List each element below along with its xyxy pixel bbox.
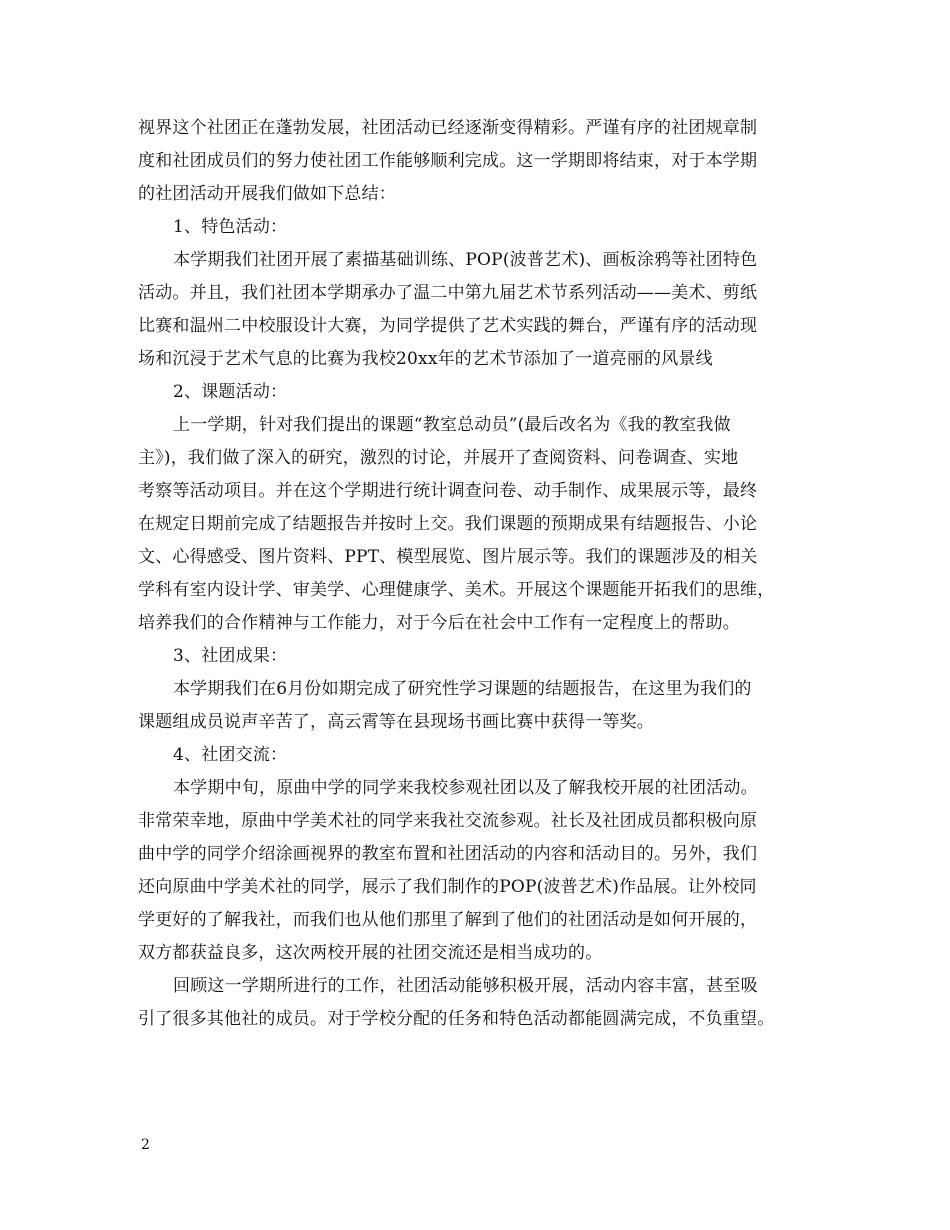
text-line: 双方都获益良多，这次两校开展的社团交流还是相当成功的。 [138, 943, 603, 963]
text-line: 比赛和温州二中校服设计大赛，为同学提供了艺术实践的舞台，严谨有序的活动现 [138, 316, 758, 336]
text-line: 引了很多其他社的成员。对于学校分配的任务和特色活动都能圆满完成，不负重望。 [138, 1009, 775, 1029]
text-line: 主》)，我们做了深入的研究，激烈的讨论，并展开了查阅资料、问卷调查、实地 [138, 448, 739, 468]
text-line: 本学期我们社团开展了素描基础训练、POP(波普艺术)、画板涂鸦等社团特色 [173, 250, 758, 270]
text-line: 曲中学的同学介绍涂画视界的教室布置和社团活动的内容和活动目的。另外，我们 [138, 844, 758, 864]
text-line: 的社团活动开展我们做如下总结： [138, 184, 396, 204]
text-line: 上一学期，针对我们提出的课题“教室总动员”(最后改名为《我的教室我做 [173, 415, 731, 435]
text-line: 考察等活动项目。并在这个学期进行统计调查问卷、动手制作、成果展示等，最终 [138, 481, 758, 501]
text-line: 培养我们的合作精神与工作能力，对于今后在社会中工作有一定程度上的帮助。 [138, 613, 740, 633]
text-line: 3、社团成果： [173, 646, 288, 666]
text-line: 本学期我们在6月份如期完成了研究性学习课题的结题报告，在这里为我们的 [173, 679, 752, 699]
text-line: 学科有室内设计学、审美学、心理健康学、美术。开展这个课题能开拓我们的思维， [138, 580, 775, 600]
text-line: 4、社团交流： [173, 745, 288, 765]
text-line: 度和社团成员们的努力使社团工作能够顺利完成。这一学期即将结束，对于本学期 [138, 151, 758, 171]
text-line: 回顾这一学期所进行的工作，社团活动能够积极开展，活动内容丰富，甚至吸 [173, 976, 758, 996]
text-line: 1、特色活动： [173, 217, 288, 237]
text-line: 还向原曲中学美术社的同学，展示了我们制作的POP(波普艺术)作品展。让外校同 [138, 877, 757, 897]
text-line: 非常荣幸地，原曲中学美术社的同学来我社交流参观。社长及社团成员都积极向原 [138, 811, 758, 831]
page-number: 2 [141, 1137, 150, 1153]
text-line: 活动。并且，我们社团本学期承办了温二中第九届艺术节系列活动——美术、剪纸 [138, 283, 758, 303]
text-line: 课题组成员说声辛苦了，高云霄等在县现场书画比赛中获得一等奖。 [138, 712, 654, 732]
text-line: 学更好的了解我社，而我们也从他们那里了解到了他们的社团活动是如何开展的， [138, 910, 758, 930]
text-line: 场和沉浸于艺术气息的比赛为我校20xx年的艺术节添加了一道亮丽的风景线 [138, 349, 713, 369]
text-line: 视界这个社团正在蓬勃发展，社团活动已经逐渐变得精彩。严谨有序的社团规章制 [138, 118, 758, 138]
text-line: 文、心得感受、图片资料、PPT、模型展览、图片展示等。我们的课题涉及的相关 [138, 547, 758, 567]
text-line: 本学期中旬，原曲中学的同学来我校参观社团以及了解我校开展的社团活动。 [173, 778, 758, 798]
text-line: 2、课题活动： [173, 382, 288, 402]
document-body [138, 112, 818, 1036]
text-line: 在规定日期前完成了结题报告并按时上交。我们课题的预期成果有结题报告、小论 [138, 514, 758, 534]
